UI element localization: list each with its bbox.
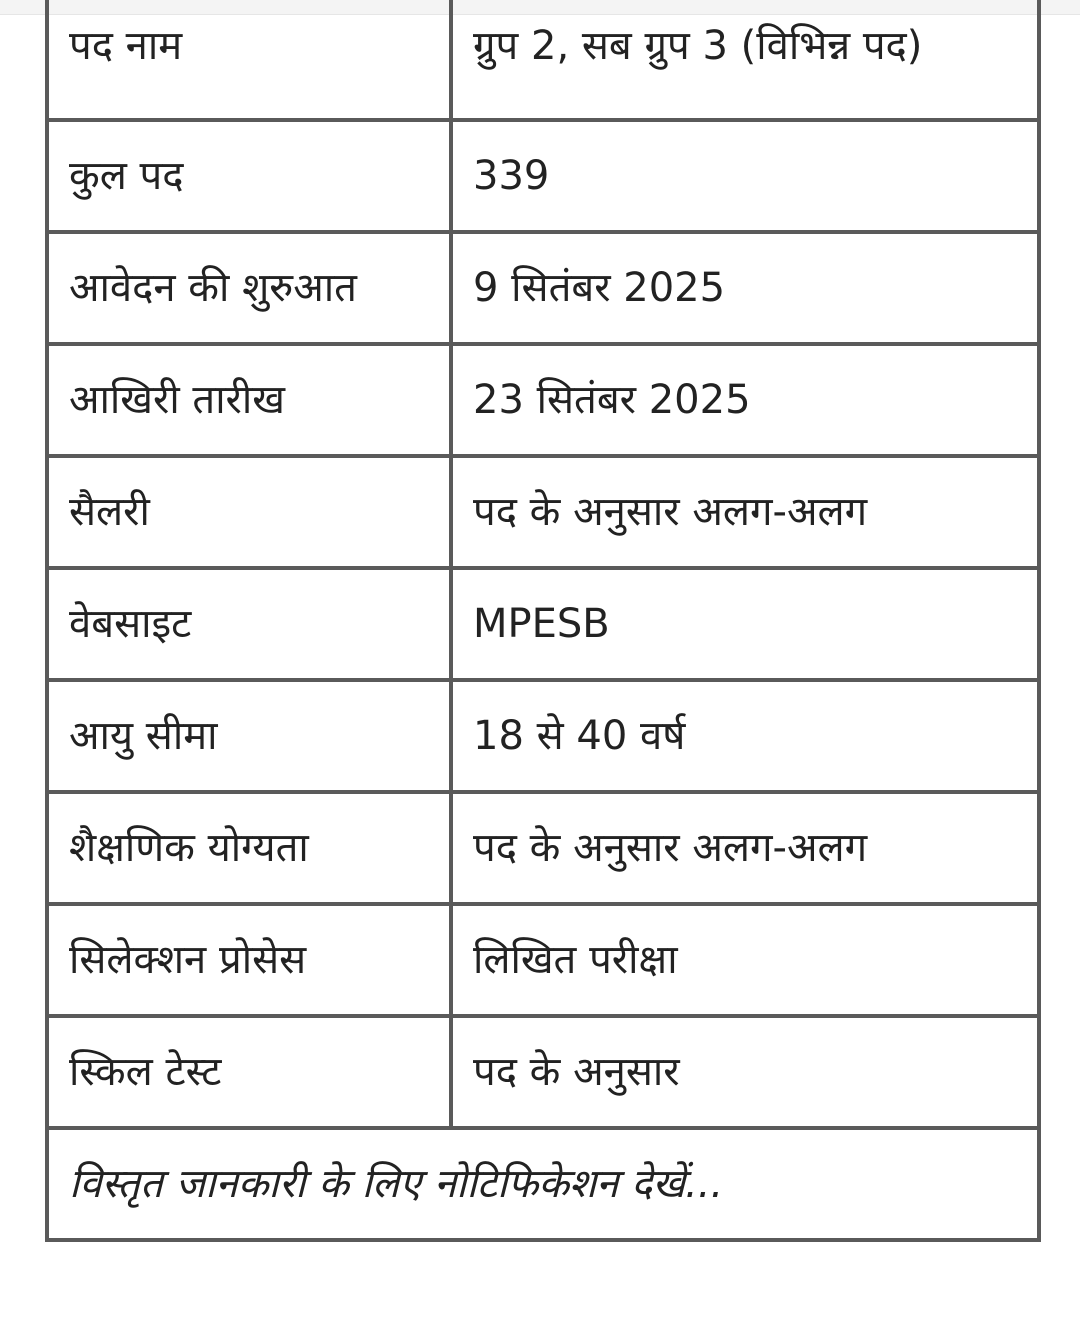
table-row bbox=[47, 120, 1039, 232]
row-value: लिखित परीक्षा bbox=[451, 904, 1039, 1016]
table-row bbox=[47, 680, 1039, 792]
row-value: पद के अनुसार bbox=[451, 1016, 1039, 1128]
row-label: वेबसाइट bbox=[47, 568, 451, 680]
row-value: पद के अनुसार अलग-अलग bbox=[451, 792, 1039, 904]
row-label: स्किल टेस्ट bbox=[47, 1016, 451, 1128]
row-label: शैक्षणिक योग्यता bbox=[47, 792, 451, 904]
table-footer-row bbox=[47, 1128, 1039, 1240]
row-label: कुल पद bbox=[47, 120, 451, 232]
row-value: 339 bbox=[451, 120, 1039, 232]
info-table bbox=[45, 0, 1041, 1242]
row-label: आयु सीमा bbox=[47, 680, 451, 792]
row-label: पद नाम bbox=[47, 0, 451, 120]
table-row bbox=[47, 568, 1039, 680]
row-value: 9 सितंबर 2025 bbox=[451, 232, 1039, 344]
table-row bbox=[47, 344, 1039, 456]
table-row bbox=[47, 792, 1039, 904]
table-row bbox=[47, 0, 1039, 120]
row-value: ग्रुप 2, सब ग्रुप 3 (विभिन्न पद) bbox=[451, 0, 1039, 120]
row-value: 18 से 40 वर्ष bbox=[451, 680, 1039, 792]
table-row bbox=[47, 904, 1039, 1016]
row-label: सैलरी bbox=[47, 456, 451, 568]
row-value: MPESB bbox=[451, 568, 1039, 680]
row-label: आखिरी तारीख bbox=[47, 344, 451, 456]
row-label: आवेदन की शुरुआत bbox=[47, 232, 451, 344]
row-value: पद के अनुसार अलग-अलग bbox=[451, 456, 1039, 568]
row-value: 23 सितंबर 2025 bbox=[451, 344, 1039, 456]
row-label: सिलेक्शन प्रोसेस bbox=[47, 904, 451, 1016]
footer-note: विस्तृत जानकारी के लिए नोटिफिकेशन देखें... bbox=[47, 1128, 1039, 1240]
table-row bbox=[47, 456, 1039, 568]
table-row bbox=[47, 232, 1039, 344]
table-row bbox=[47, 1016, 1039, 1128]
info-table-container bbox=[45, 0, 1037, 1330]
